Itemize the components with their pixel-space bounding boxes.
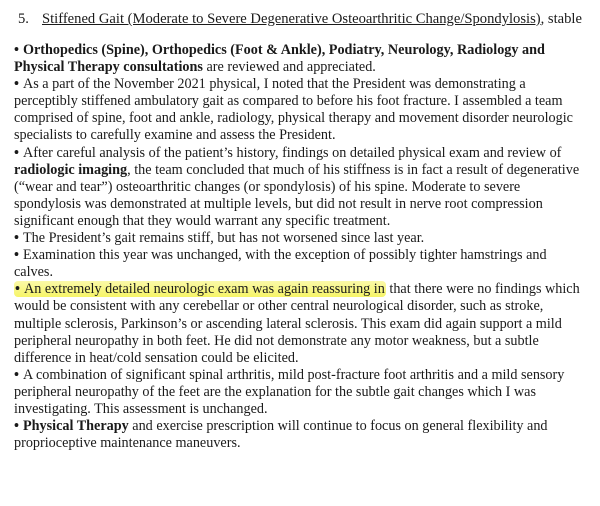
paragraph-examination	[14, 247, 586, 281]
highlighted-text: An extremely detailed neurologic exam was again reassuring in	[23, 281, 385, 298]
section-heading	[18, 10, 586, 28]
bullet-mark: •	[14, 230, 19, 247]
examination-text: Examination this year was unchanged, with the exception of possibly tighter hamstrings and calves.	[14, 247, 547, 281]
paragraph-gait-status	[14, 230, 586, 247]
bullet-mark: •	[14, 42, 19, 58]
november-physical-text: As a part of the November 2021 physical, I noted that the President was demonstrating a perceptibly stiffened ambulatory gait as compared to before his foot fracture. I assembled a team comprised of spine, foot and ankle, radiology, physical therapy and movement disorder neurologic specialists to carefully examine and assess the President.	[14, 76, 573, 144]
paragraph-consultations	[14, 42, 586, 76]
imaging-bold: radiologic imaging	[14, 161, 128, 178]
bullet-mark: •	[14, 76, 19, 93]
section-status: , stable	[540, 11, 582, 27]
paragraph-radiologic-imaging	[14, 145, 586, 230]
paragraph-november-physical	[14, 76, 586, 144]
combination-text: A combination of significant spinal arthritis, mild post-fracture foot arthritis and a mild sensory peripheral neuropathy of the feet are the explanation for the subtle gait changes which I was investigating. This assessment is unchanged.	[14, 366, 565, 417]
paragraph-combination	[14, 367, 586, 418]
physical-therapy-bold: Physical Therapy	[22, 418, 129, 435]
gait-status-text: The President’s gait remains stiff, but has not worsened since last year.	[22, 230, 425, 247]
bullet-mark: •	[15, 281, 20, 298]
physical-therapy-text: and exercise prescription will continue to focus on general flexibility and proprioceptive maintenance maneuvers.	[14, 418, 548, 452]
bullet-mark: •	[14, 418, 19, 435]
section-number: 5.	[18, 11, 29, 27]
imaging-text-pre: After careful analysis of the patient’s history, findings on detailed physical exam and review of	[22, 144, 562, 161]
bullet-mark: •	[14, 247, 19, 264]
consultations-bold: Orthopedics (Spine), Orthopedics (Foot & Ankle), Podiatry, Neurology, Radiology and Physical Therapy consultations	[14, 42, 545, 76]
paragraph-neurologic-exam	[14, 281, 586, 366]
imaging-text-post: , the team concluded that much of his stiffness is in fact a result of degenerative (“wear and tear”) osteoarthritic changes (or spondylosis) of his spine. Moderate to severe spondylosis was demonstrated at multiple levels, but did not result in nerve root compression significant enough that they would warrant any specific treatment.	[14, 161, 580, 229]
neurologic-exam-text: that there were no findings which would be consistent with any cerebellar or other central neurological disorder, such as stroke, multiple sclerosis, Parkinson’s or ascending lateral sclerosis. This exam did again support a mild peripheral neuropathy in both feet. He did not demonstrate any motor weakness, but a subtle difference in heat/cold sensation could be elicited.	[14, 281, 580, 366]
paragraph-physical-therapy	[14, 418, 586, 452]
section-title: Stiffened Gait (Moderate to Severe Degenerative Osteoarthritic Change/Spondylosis)	[42, 11, 541, 27]
consultations-text: are reviewed and appreciated.	[202, 59, 376, 76]
bullet-mark: •	[14, 366, 19, 383]
highlighted-passage	[14, 281, 386, 297]
bullet-mark: •	[14, 144, 19, 161]
